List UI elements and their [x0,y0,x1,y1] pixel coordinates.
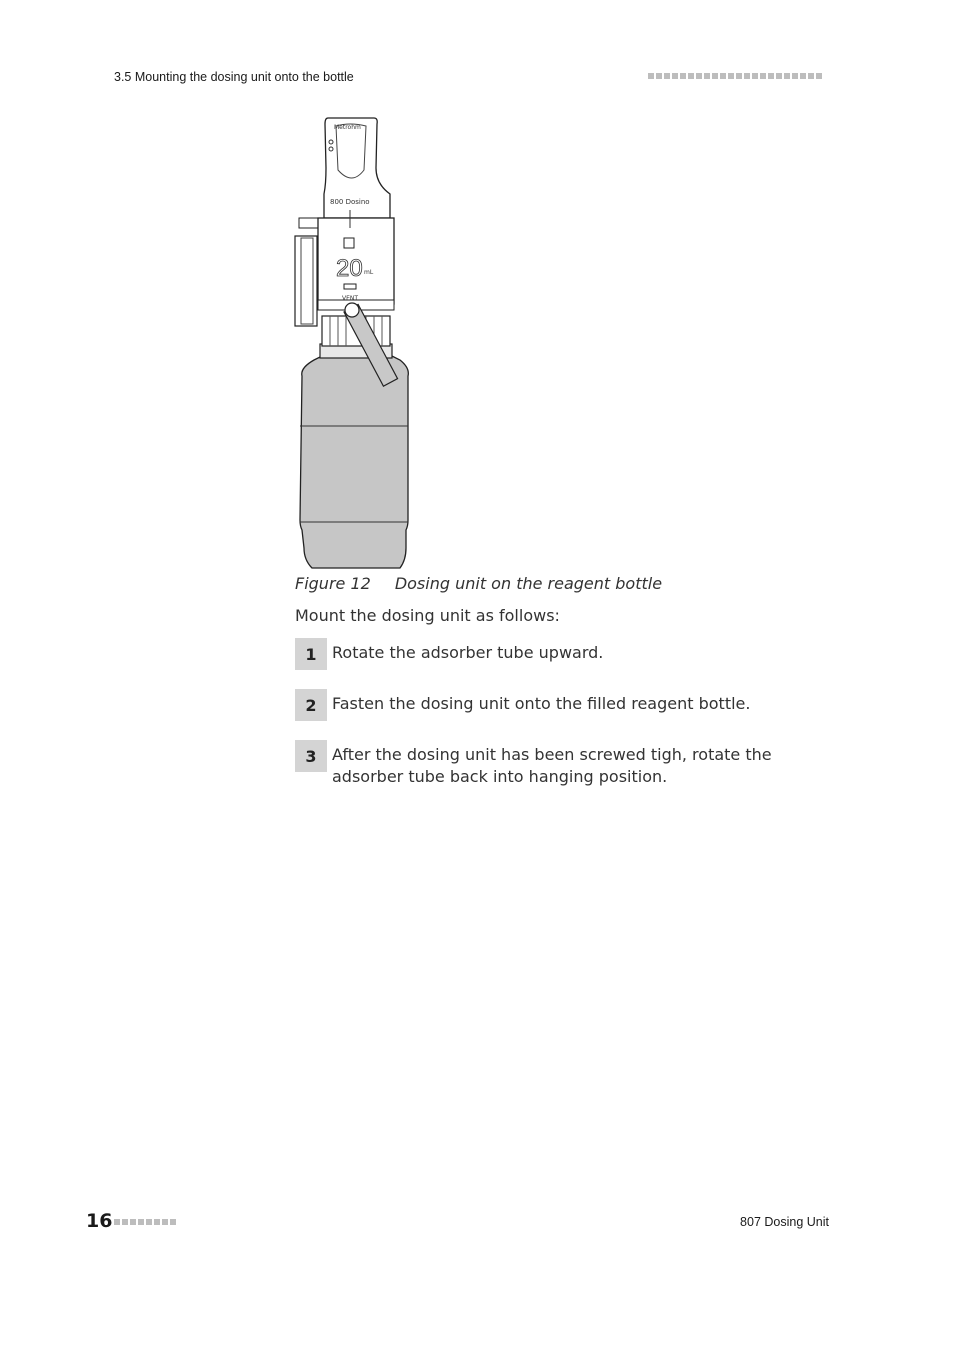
volume-display: 20 [336,255,363,282]
page-number: 16 [86,1210,113,1232]
vent-label: VENT [342,295,359,302]
product-name: 807 Dosing Unit [740,1215,829,1229]
figure-caption [295,574,662,593]
intro-text: Mount the dosing unit as follows: [295,606,560,625]
device-label: 800 Dosino [330,198,370,206]
unit-label: mL [364,269,374,276]
step-1 [295,638,815,670]
dosing-unit-figure [292,108,422,574]
dosing-unit-illustration [292,108,422,574]
section-title: 3.5 Mounting the dosing unit onto the bottle [114,70,354,84]
step-number: 1 [295,638,327,670]
step-2 [295,689,815,721]
caption-number: Figure 12 [295,574,371,593]
step-text: Rotate the adsorber tube upward. [332,643,604,662]
step-number: 3 [295,740,327,772]
header-decoration-dots [648,73,822,79]
step-text: Fasten the dosing unit onto the filled reagent bottle. [332,694,751,713]
step-text: After the dosing unit has been screwed tigh, rotate the adsorber tube back into hanging position. [332,745,772,786]
step-3 [295,740,815,788]
caption-text: Dosing unit on the reagent bottle [394,574,663,593]
step-number: 2 [295,689,327,721]
footer-decoration-dots [114,1219,176,1225]
brand-label: Metrohm [334,124,361,131]
